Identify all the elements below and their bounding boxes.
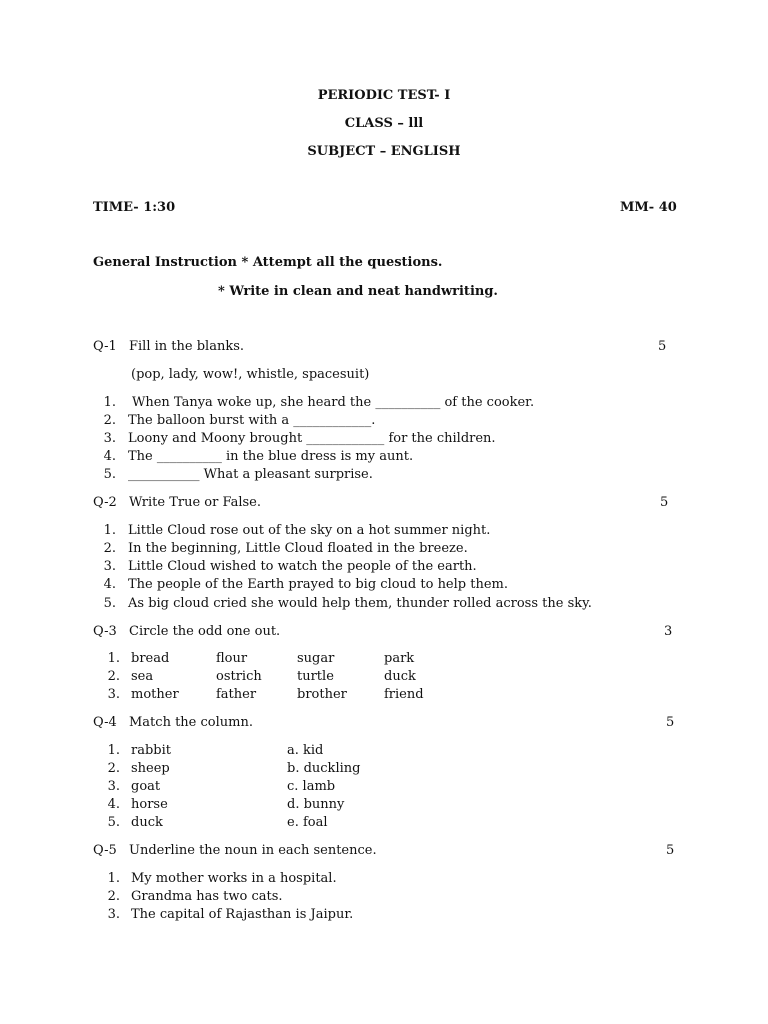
table-cell: sugar xyxy=(297,651,335,666)
q5-label: Q-5 xyxy=(93,843,117,858)
q3-marks: 3 xyxy=(664,624,673,639)
table-cell: bread xyxy=(131,651,170,666)
table-cell: turtle xyxy=(297,669,334,684)
class-label: CLASS – lll xyxy=(344,116,424,131)
q2-label: Q-2 xyxy=(93,495,117,510)
match-right: e. foal xyxy=(287,815,328,830)
table-cell: friend xyxy=(384,687,424,702)
match-left: duck xyxy=(131,815,163,830)
table-cell: father xyxy=(216,687,257,702)
match-left: sheep xyxy=(131,761,170,776)
paper-title: PERIODIC TEST- I xyxy=(317,88,451,103)
match-right: a. kid xyxy=(287,743,324,758)
table-cell: sea xyxy=(131,669,154,684)
time-label: TIME- 1:30 xyxy=(93,200,176,215)
q4-marks: 5 xyxy=(666,715,675,730)
table-cell: ostrich xyxy=(216,669,262,684)
table-cell: brother xyxy=(297,687,347,702)
q1-label: Q-1 xyxy=(93,339,117,354)
match-right: b. duckling xyxy=(287,761,361,776)
q3-label: Q-3 xyxy=(93,624,117,639)
q3-text: Circle the odd one out. xyxy=(129,624,281,639)
table-cell: park xyxy=(384,651,415,666)
q5-marks: 5 xyxy=(666,843,675,858)
q4-text: Match the column. xyxy=(129,715,253,730)
match-left: goat xyxy=(131,779,161,794)
test-paper: PERIODIC TEST- I CLASS – lll SUBJECT – ENGLISH TIME- 1:30 MM- 40 General Instruction * Attempt all the questions. * Write in clean and neat handwriting. Q-1 Fill in the blanks. 5 (pop, lady, wow!, whistle, spacesuit) 1. When Tanya woke up, she heard the __________ of the cooker. 2. The balloon burst with a ____________. 3. Loony and Moony brought ____________ for the children. 4. The __________ in the blue dress is my aunt. 5. ___________ What a pleasant surprise. Q-2 Write True or False. 5 1. Little Cloud rose out of the sky on a hot summer night. 2. In the beginning, Little Cloud floated in the breeze. 3. Little Cloud wished to watch the people of the earth. 4. The people of the Earth prayed to big cloud to help them. 5. As big cloud cried she would help them, thunder rolled across the sky. Q-3 Circle the odd one out. 3 1. bread flour sugar park 2. sea ostrich turtle duck 3. mother father brother friend Q-4 Match the column. 5 1. rabbit a. kid 2. sheep b. duckling 3. goat c. lamb 4. horse d. bunny 5. duck e. foal Q-5 Underline the noun in each sentence. 5 1. My mother works in a hospital. 2. Grandma has two cats. 3. The capital of Rajasthan is Jaipur. xyxy=(0,0,768,1024)
q5-text: Underline the noun in each sentence. xyxy=(129,843,377,858)
instruction-line-2: * Write in clean and neat handwriting. xyxy=(218,284,498,299)
match-left: rabbit xyxy=(131,743,171,758)
q2-text: Write True or False. xyxy=(129,495,261,510)
table-cell: flour xyxy=(216,651,248,666)
match-left: horse xyxy=(131,797,168,812)
q2-marks: 5 xyxy=(660,495,669,510)
q1-options: (pop, lady, wow!, whistle, spacesuit) xyxy=(131,367,370,382)
instruction-line-1: General Instruction * Attempt all the questions. xyxy=(93,255,443,270)
match-right: c. lamb xyxy=(287,779,336,794)
max-marks-label: MM- 40 xyxy=(620,200,677,215)
table-cell: duck xyxy=(384,669,416,684)
q1-text: Fill in the blanks. xyxy=(129,339,244,354)
subject-label: SUBJECT – ENGLISH xyxy=(307,144,461,159)
table-cell: mother xyxy=(131,687,179,702)
q1-marks: 5 xyxy=(658,339,667,354)
q4-label: Q-4 xyxy=(93,715,117,730)
match-right: d. bunny xyxy=(287,797,345,812)
